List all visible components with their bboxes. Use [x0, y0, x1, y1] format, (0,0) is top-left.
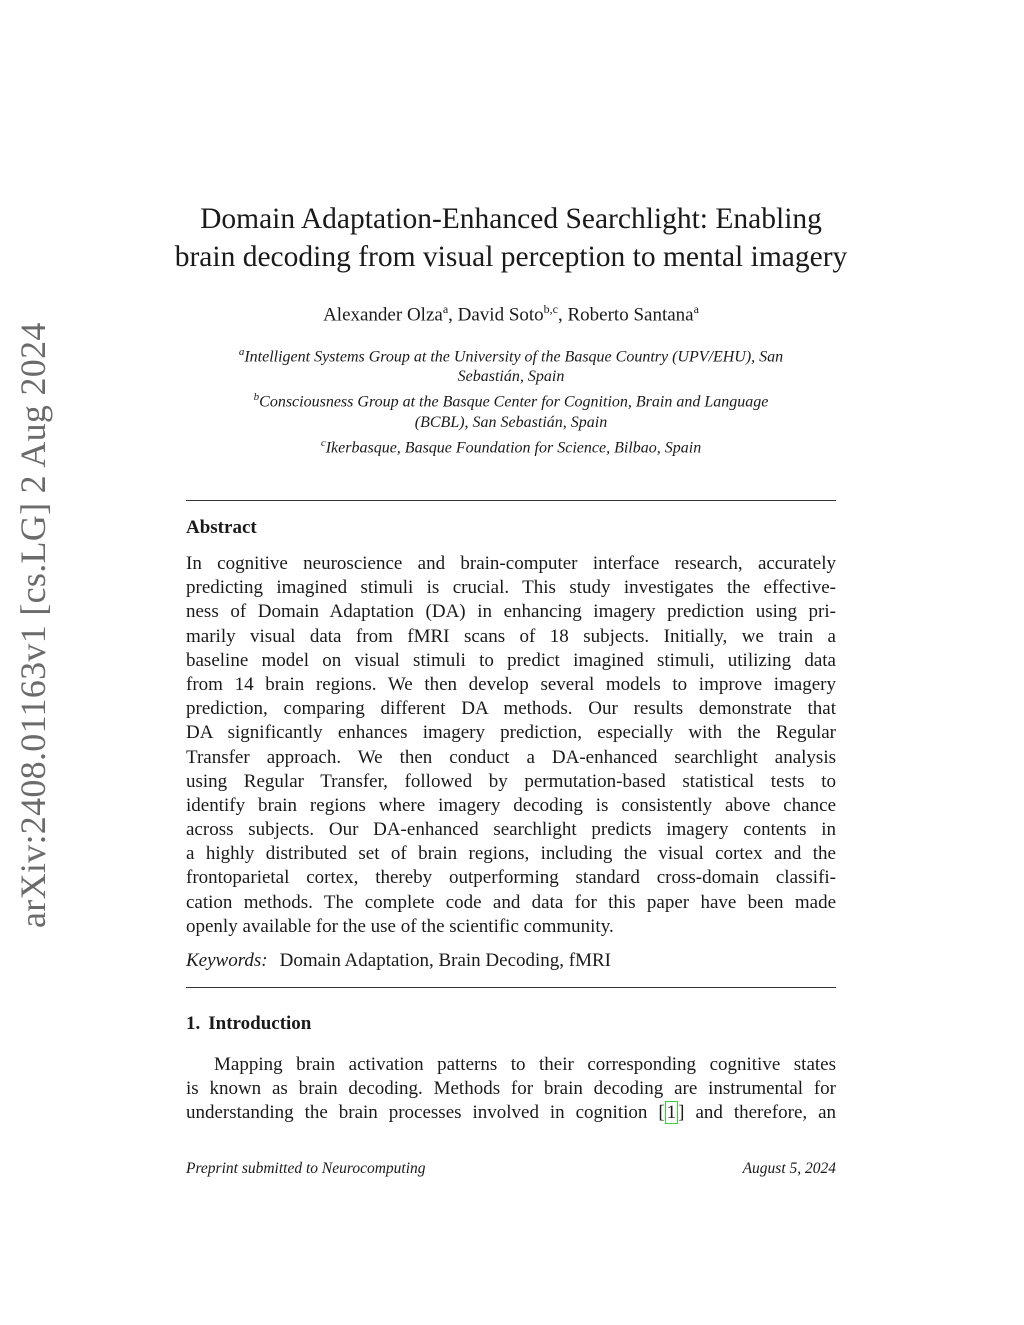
abstract-line: marily visual data from fMRI scans of 18 subjects. Initially, we train a	[186, 625, 836, 647]
abstract-line: prediction, comparing different DA methods. Our results demonstrate that	[186, 698, 836, 720]
abstract-line: DA significantly enhances imagery prediction, especially with the Regular	[186, 722, 836, 744]
affiliation-text: Intelligent Systems Group at the University of the Basque Country (UPV/EHU), San	[244, 348, 784, 366]
abstract-line: predicting imagined stimuli is crucial. This study investigates the effective-	[186, 577, 836, 599]
abstract-line: across subjects. Our DA-enhanced searchlight predicts imagery contents in	[186, 819, 836, 841]
title-line: brain decoding from visual perception to mental imagery	[174, 241, 848, 273]
author-list: Alexander Olza$^a$, David Soto$^{b,c}$, Roberto Santana$^a$	[323, 302, 699, 326]
footer-preprint-note: Preprint submitted to Neurocomputing	[186, 1160, 426, 1177]
abstract-line: a highly distributed set of brain regions, including the visual cortex and the	[186, 843, 836, 865]
footer-date: August 5, 2024	[742, 1160, 836, 1177]
abstract-line: Transfer approach. We then conduct a DA-enhanced searchlight analysis	[186, 746, 836, 768]
abstract-heading: Abstract	[186, 517, 257, 538]
keywords-label: Keywords:	[186, 950, 268, 971]
intro-text: understanding the brain processes involved in cognition	[186, 1102, 648, 1124]
author-affiliation-mark: a	[693, 302, 699, 316]
abstract-top-rule	[186, 500, 836, 501]
paper-title	[150, 200, 872, 276]
author-affiliation-mark: b,c	[543, 302, 558, 316]
section-number: 1.	[186, 1013, 201, 1034]
keywords-value: Domain Adaptation, Brain Decoding, fMRI	[279, 950, 612, 971]
intro-text: and therefore, an	[695, 1102, 837, 1124]
abstract-line: from 14 brain regions. We then develop several models to improve imagery	[186, 673, 836, 695]
keywords	[186, 950, 836, 972]
abstract-bottom-rule	[186, 987, 836, 988]
affiliation-line: (BCBL), San Sebastián, Spain	[414, 413, 608, 431]
abstract-line: frontoparietal cortex, thereby outperforming standard cross-domain classifi-	[186, 867, 836, 889]
citation-number[interactable]: 1	[666, 1102, 677, 1124]
abstract-line: openly available for the use of the scientific community.	[186, 915, 614, 937]
affiliation-mark: c	[320, 436, 326, 449]
affiliation-line	[186, 342, 836, 367]
abstract-line: cation methods. The complete code and data for this paper have been made	[186, 891, 836, 913]
author-name: Alexander Olza	[323, 304, 443, 326]
introduction-body	[186, 1053, 836, 1126]
intro-line: is known as brain decoding. Methods for brain decoding are instrumental for	[186, 1078, 836, 1100]
citation-link[interactable]: [ 1 ]	[658, 1102, 685, 1124]
affiliation-text: Consciousness Group at the Basque Center for Cognition, Brain and Language	[259, 393, 769, 411]
abstract-body	[186, 552, 836, 939]
abstract-line: In cognitive neuroscience and brain-computer interface research, accurately	[186, 553, 836, 574]
section-heading-introduction	[186, 1013, 311, 1035]
affiliation-text: Ikerbasque, Basque Foundation for Science, Bilbao, Spain	[325, 438, 702, 456]
intro-line	[186, 1101, 836, 1125]
author-affiliation-mark: a	[442, 302, 449, 316]
title-line: Domain Adaptation-Enhanced Searchlight: Enabling	[200, 203, 822, 235]
affiliation-mark: a	[238, 346, 245, 358]
abstract-line: using Regular Transfer, followed by permutation-based statistical tests to	[186, 770, 836, 792]
arxiv-identifier[interactable]: arXiv:2408.01163v1 [cs.LG] 2 Aug 2024	[13, 322, 53, 928]
intro-line: Mapping brain activation patterns to their corresponding cognitive states	[214, 1054, 836, 1075]
author-name: Roberto Santana	[567, 304, 694, 326]
affiliations	[186, 342, 836, 458]
author-name: David Soto	[457, 304, 544, 326]
affiliation-line: Sebastián, Spain	[457, 368, 565, 386]
affiliation-line	[186, 387, 836, 412]
affiliation-line	[186, 433, 836, 458]
abstract-line: ness of Domain Adaptation (DA) in enhancing imagery prediction using pri-	[186, 601, 836, 623]
section-title: Introduction	[208, 1013, 312, 1034]
abstract-line: baseline model on visual stimuli to predict imagined stimuli, utilizing data	[186, 649, 836, 671]
abstract-line: identify brain regions where imagery decoding is consistently above chance	[186, 794, 836, 816]
affiliation-mark: b	[253, 391, 260, 404]
